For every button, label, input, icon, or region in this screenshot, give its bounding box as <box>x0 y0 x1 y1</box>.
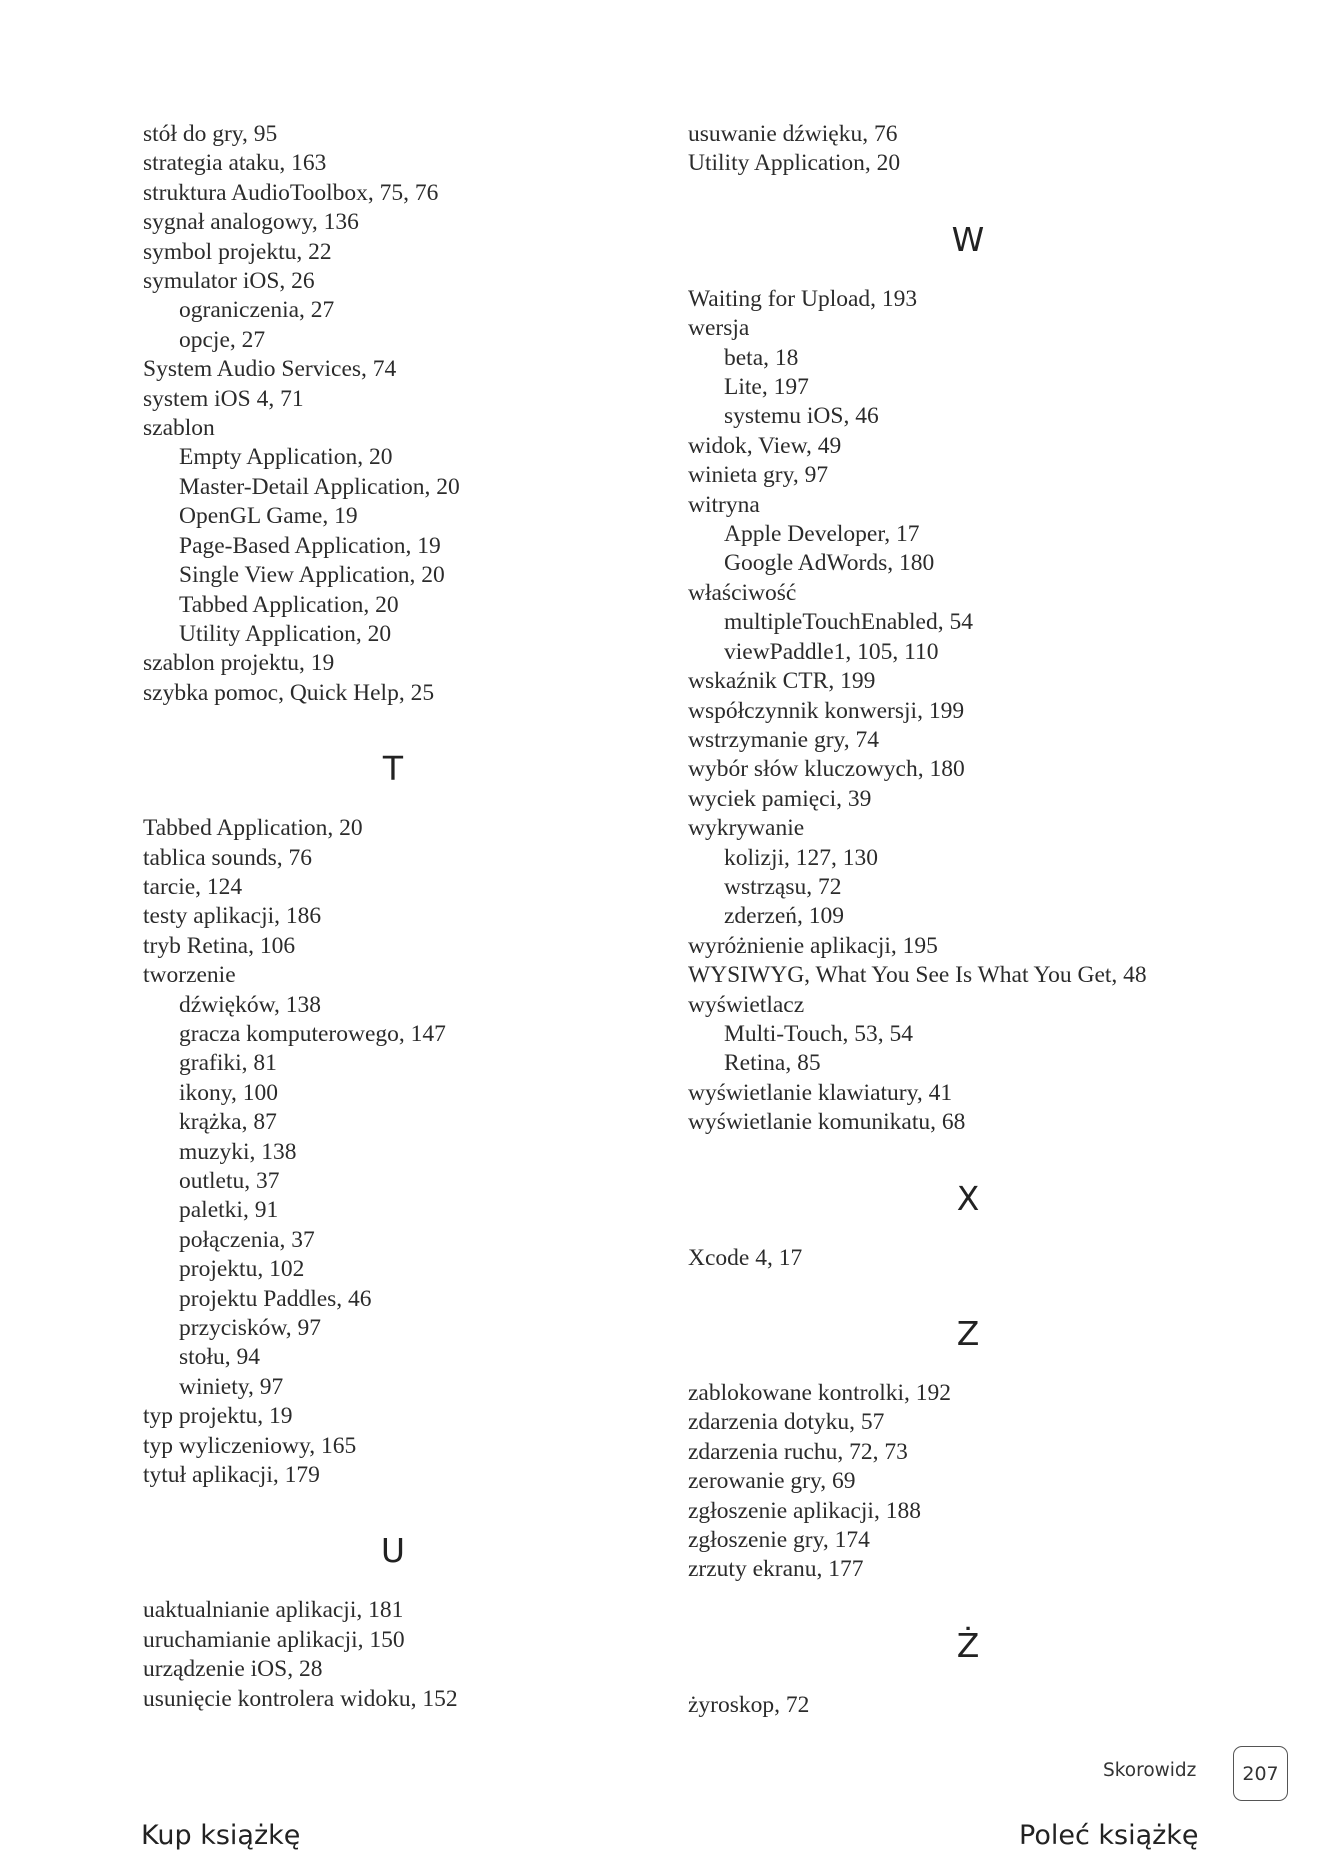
index-entry: system iOS 4, 71 <box>143 385 304 412</box>
index-entry: wersja <box>688 315 750 342</box>
index-subentry: krążka, 87 <box>179 1109 277 1136</box>
index-subentry: Multi-Touch, 53, 54 <box>724 1020 913 1047</box>
index-entry: Utility Application, 20 <box>688 150 901 177</box>
index-subentry: OpenGL Game, 19 <box>179 503 358 530</box>
index-entry: szablon projektu, 19 <box>143 650 335 677</box>
index-entry: wyświetlanie komunikatu, 68 <box>688 1109 966 1136</box>
index-entry: stół do gry, 95 <box>143 121 278 147</box>
index-subentry: systemu iOS, 46 <box>724 403 879 430</box>
index-entry: symbol projektu, 22 <box>143 238 332 265</box>
index-entry: Xcode 4, 17 <box>688 1244 803 1271</box>
buy-book-link[interactable]: Kup książkę <box>141 1820 301 1851</box>
index-entry: wyświetlacz <box>688 991 805 1018</box>
index-subentry: stołu, 94 <box>179 1344 260 1371</box>
index-entry: tryb Retina, 106 <box>143 932 296 959</box>
index-entry: typ wyliczeniowy, 165 <box>143 1432 357 1459</box>
index-subentry: Page-Based Application, 19 <box>179 532 441 559</box>
index-entry: usunięcie kontrolera widoku, 152 <box>143 1685 458 1712</box>
index-entry: szablon <box>143 415 215 442</box>
index-entry: właściwość <box>688 579 797 606</box>
index-subentry: outletu, 37 <box>179 1168 280 1194</box>
index-entry: współczynnik konwersji, 199 <box>688 697 965 724</box>
index-entry: wyciek pamięci, 39 <box>688 785 872 812</box>
index-subentry: Single View Application, 20 <box>179 562 445 589</box>
index-subentry: winiety, 97 <box>179 1373 284 1400</box>
section-heading-letter: U <box>380 1531 406 1571</box>
index-subentry: paletki, 91 <box>179 1197 279 1224</box>
index-entry: tarcie, 124 <box>143 873 243 900</box>
index-entry: szybka pomoc, Quick Help, 25 <box>143 679 435 706</box>
section-heading-letter: Ż <box>956 1625 980 1665</box>
index-entry: winieta gry, 97 <box>688 462 829 489</box>
index-entry: wykrywanie <box>688 815 805 842</box>
section-heading-letter: Z <box>956 1314 980 1353</box>
index-subentry: viewPaddle1, 105, 110 <box>724 638 939 665</box>
index-entry: wyświetlanie klawiatury, 41 <box>688 1079 953 1106</box>
index-subentry: dźwięków, 138 <box>179 991 322 1018</box>
index-entry: zrzuty ekranu, 177 <box>688 1556 864 1583</box>
index-entry: wskaźnik CTR, 199 <box>688 668 876 695</box>
index-subentry: Tabbed Application, 20 <box>179 591 399 618</box>
index-entry: symulator iOS, 26 <box>143 268 315 295</box>
index-entry: tytuł aplikacji, 179 <box>143 1462 320 1489</box>
index-subentry: projektu, 102 <box>179 1256 305 1283</box>
index-entry: usuwanie dźwięku, 76 <box>688 121 898 147</box>
index-entry: witryna <box>688 491 760 518</box>
index-entry: zdarzenia dotyku, 57 <box>688 1409 885 1436</box>
index-subentry: muzyki, 138 <box>179 1138 297 1165</box>
index-entry: zerowanie gry, 69 <box>688 1468 856 1495</box>
index-subentry: ikony, 100 <box>179 1079 279 1106</box>
index-subentry: Empty Application, 20 <box>179 444 393 471</box>
index-subentry: multipleTouchEnabled, 54 <box>724 609 973 636</box>
index-entry: żyroskop, 72 <box>688 1691 810 1718</box>
index-subentry: Google AdWords, 180 <box>724 550 935 577</box>
index-entry: widok, View, 49 <box>688 432 842 459</box>
index-subentry: zderzeń, 109 <box>724 903 845 930</box>
index-entry: strategia ataku, 163 <box>143 150 327 177</box>
index-entry: testy aplikacji, 186 <box>143 903 322 930</box>
index-entry: zgłoszenie gry, 174 <box>688 1527 870 1554</box>
index-subentry: beta, 18 <box>724 344 799 371</box>
index-subentry: połączenia, 37 <box>179 1226 315 1253</box>
index-column-left <box>143 120 643 1714</box>
section-heading-letter: X <box>956 1178 980 1218</box>
index-entry: WYSIWYG, What You See Is What You Get, 48 <box>688 962 1147 989</box>
index-entry: urządzenie iOS, 28 <box>143 1656 323 1683</box>
index-entry: tablica sounds, 76 <box>143 844 313 871</box>
index-subentry: ograniczenia, 27 <box>179 297 335 324</box>
index-entry: Waiting for Upload, 193 <box>688 285 918 312</box>
index-subentry: gracza komputerowego, 147 <box>179 1020 446 1047</box>
index-entry: zgłoszenie aplikacji, 188 <box>688 1497 921 1524</box>
index-entry: zdarzenia ruchu, 72, 73 <box>688 1438 908 1465</box>
recommend-book-link[interactable]: Poleć książkę <box>1019 1820 1199 1851</box>
index-subentry: Lite, 197 <box>724 374 809 401</box>
index-subentry: przycisków, 97 <box>179 1315 322 1342</box>
index-entry: wyróżnienie aplikacji, 195 <box>688 932 938 959</box>
index-subentry: Retina, 85 <box>724 1050 821 1077</box>
index-subentry: Master-Detail Application, 20 <box>179 473 460 500</box>
index-subentry: kolizji, 127, 130 <box>724 844 879 871</box>
index-entry: uruchamianie aplikacji, 150 <box>143 1626 405 1653</box>
index-subentry: projektu Paddles, 46 <box>179 1285 372 1312</box>
index-entry: Tabbed Application, 20 <box>143 815 363 842</box>
index-entry: wybór słów kluczowych, 180 <box>688 756 965 783</box>
section-heading-letter: W <box>951 219 985 259</box>
index-entry: sygnał analogowy, 136 <box>143 209 359 236</box>
index-entry: zablokowane kontrolki, 192 <box>688 1380 952 1406</box>
index-subentry: Utility Application, 20 <box>179 620 392 647</box>
index-subentry: wstrząsu, 72 <box>724 873 842 900</box>
index-entry: struktura AudioToolbox, 75, 76 <box>143 179 439 206</box>
section-heading-letter: T <box>382 749 404 789</box>
index-subentry: Apple Developer, 17 <box>724 521 920 548</box>
index-column-right <box>688 120 1248 1720</box>
index-entry: tworzenie <box>143 962 236 989</box>
index-entry: typ projektu, 19 <box>143 1403 293 1430</box>
index-entry: wstrzymanie gry, 74 <box>688 726 879 753</box>
index-subentry: grafiki, 81 <box>179 1050 277 1077</box>
index-entry: uaktualnianie aplikacji, 181 <box>143 1597 404 1624</box>
index-entry: System Audio Services, 74 <box>143 356 397 383</box>
page-number: 207 <box>1233 1746 1288 1801</box>
index-subentry: opcje, 27 <box>179 326 266 353</box>
section-label: Skorowidz <box>1103 1760 1197 1781</box>
